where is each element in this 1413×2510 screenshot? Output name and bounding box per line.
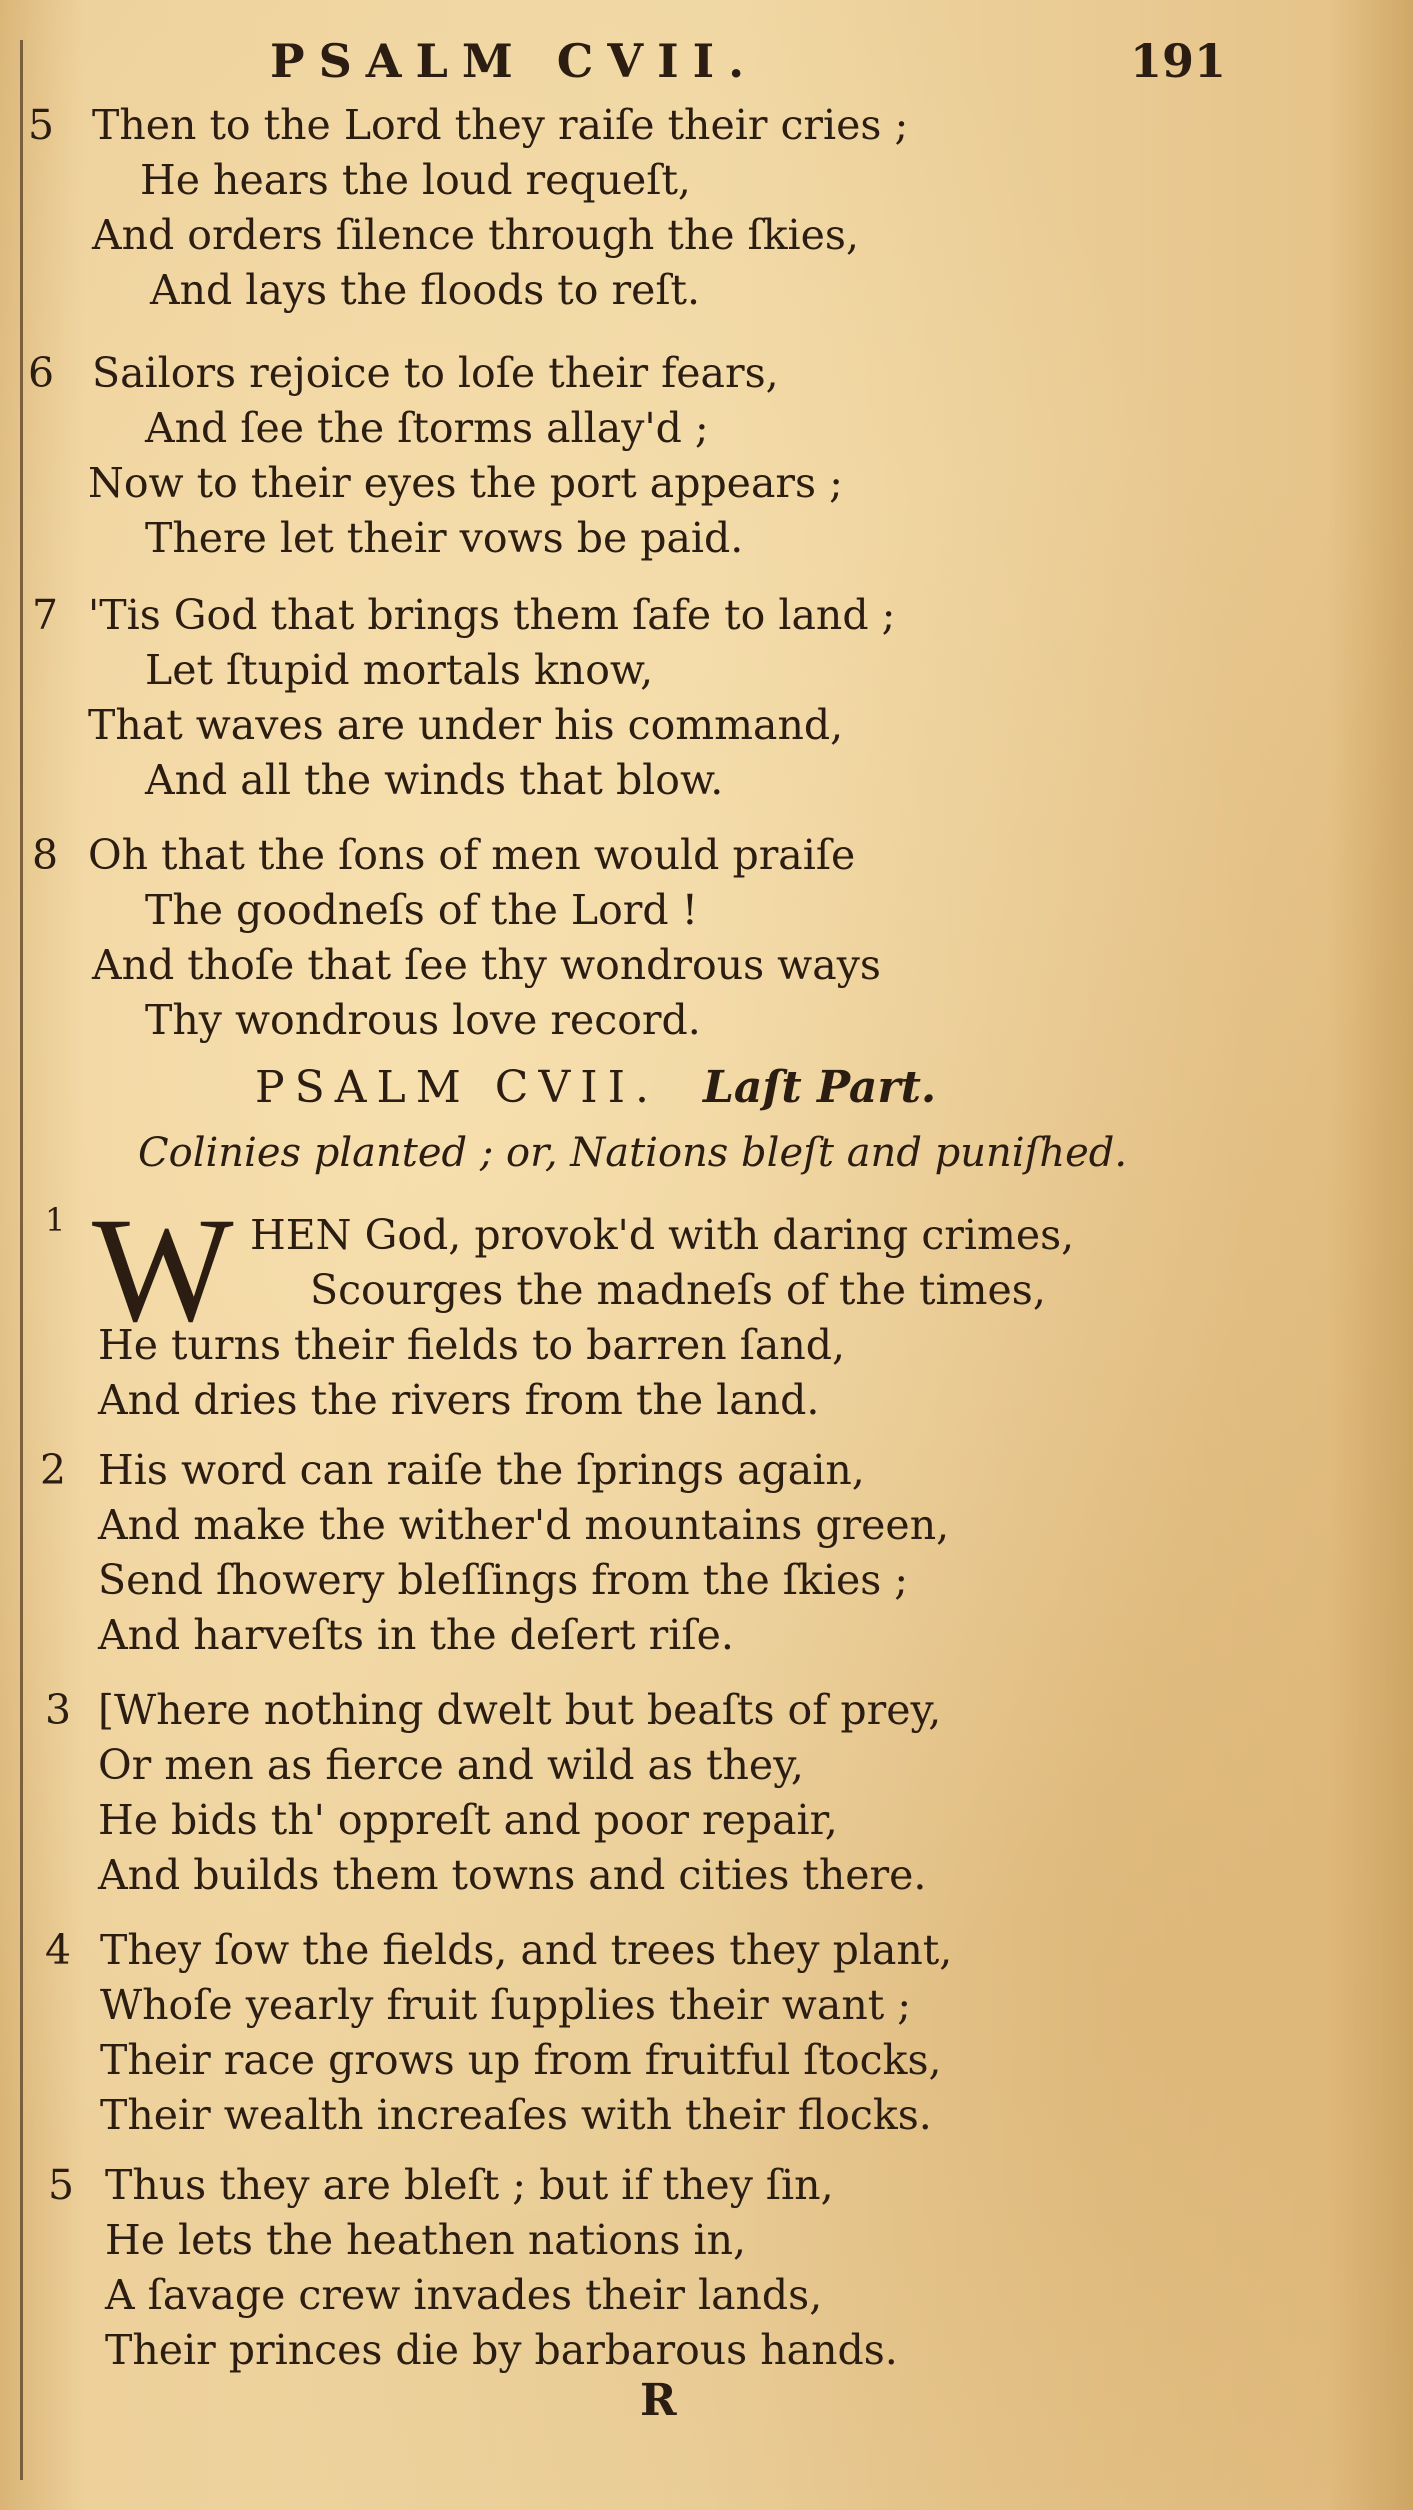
drop-cap: W — [92, 1187, 234, 1353]
section-title: PSALM CVII. — [255, 1062, 659, 1113]
verse-line: 'Tis God that brings them ſafe to land ; — [88, 591, 896, 639]
section-heading — [255, 1062, 936, 1113]
verse-line: Now to their eyes the port appears ; — [88, 459, 843, 507]
verse-line: Then to the Lord they raiſe their cries ; — [92, 101, 909, 149]
verse-number: 1 — [45, 1201, 66, 1239]
verse-line: Let ſtupid mortals know, — [145, 646, 654, 694]
verse-number: 8 — [32, 831, 59, 879]
verse-number: 5 — [48, 2161, 75, 2209]
catchword: R — [640, 2375, 677, 2426]
verse-line: Their race grows up from fruitful ſtocks, — [100, 2036, 942, 2084]
verse-line: And orders ſilence through the ſkies, — [92, 211, 859, 259]
verse-line: Thy wondrous love record. — [145, 996, 701, 1044]
verse-number: 3 — [45, 1686, 72, 1734]
verse-line: And make the wither'd mountains green, — [98, 1501, 950, 1549]
verse-number: 6 — [28, 349, 55, 397]
verse-line: Sailors rejoice to loſe their fears, — [92, 349, 779, 397]
verse-line: Scourges the madneſs of the times, — [310, 1266, 1046, 1314]
verse-line: Or men as fierce and wild as they, — [98, 1741, 804, 1789]
page-number: 191 — [1130, 34, 1227, 88]
verse-line: And lays the floods to reſt. — [150, 266, 701, 314]
verse-line: There let their vows be paid. — [145, 514, 744, 562]
verse-number: 7 — [32, 591, 59, 639]
verse-line: A ſavage crew invades their lands, — [105, 2271, 823, 2319]
verse-line: He lets the heathen nations in, — [105, 2216, 747, 2264]
verse-line: Send ſhowery bleſſings from the ſkies ; — [98, 1556, 909, 1604]
verse-line: Their princes die by barbarous hands. — [105, 2326, 898, 2374]
verse-line: HEN God, provok'd with daring crimes, — [250, 1211, 1075, 1259]
verse-line: And ſee the ſtorms allay'd ; — [145, 404, 709, 452]
verse-line: And dries the rivers from the land. — [98, 1376, 820, 1424]
verse-line: Their wealth increaſes with their flocks. — [100, 2091, 932, 2139]
section-part: Laſt Part. — [702, 1062, 937, 1113]
verse-line: His word can raiſe the ſprings again, — [98, 1446, 865, 1494]
verse-line: He turns their fields to barren ſand, — [98, 1321, 846, 1369]
verse-line: And harveſts in the deſert riſe. — [98, 1611, 734, 1659]
verse-line: Thus they are bleſt ; but if they ſin, — [105, 2161, 834, 2209]
verse-line: The goodneſs of the Lord ! — [145, 886, 699, 934]
page-edge-rule — [20, 40, 23, 2480]
verse-line: And thoſe that ſee thy wondrous ways — [92, 941, 881, 989]
verse-number: 5 — [28, 101, 55, 149]
header-title: PSALM CVII. — [270, 34, 759, 88]
verse-line: He hears the loud requeſt, — [140, 156, 691, 204]
verse-line: Whoſe yearly fruit ſupplies their want ; — [100, 1981, 912, 2029]
verse-line: They ſow the fields, and trees they plant, — [100, 1926, 953, 1974]
verse-number: 4 — [45, 1926, 72, 1974]
verse-line: And builds them towns and cities there. — [98, 1851, 927, 1899]
verse-line: [Where nothing dwelt but beaſts of prey, — [98, 1686, 942, 1734]
verse-line: That waves are under his command, — [88, 701, 844, 749]
verse-line: He bids th' oppreſt and poor repair, — [98, 1796, 838, 1844]
verse-line: Oh that the ſons of men would praiſe — [88, 831, 856, 879]
verse-line: And all the winds that blow. — [145, 756, 724, 804]
verse-number: 2 — [40, 1446, 67, 1494]
running-header — [0, 30, 1413, 90]
section-subtitle: Colinies planted ; or, Nations bleſt and puniſhed. — [138, 1130, 1128, 1176]
